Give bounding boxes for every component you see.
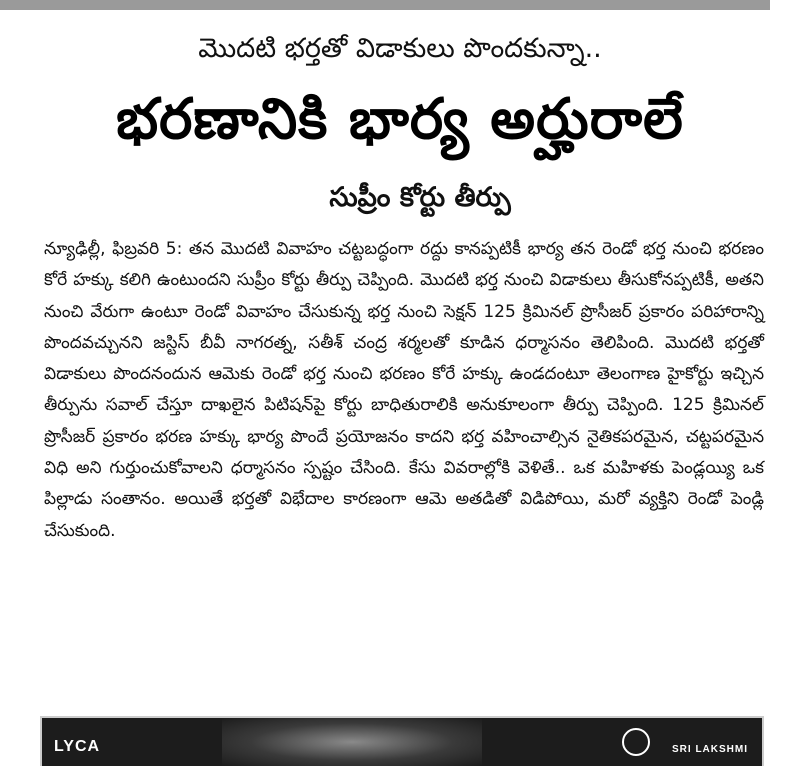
ad-right-logo: SRI LAKSHMI [672,744,748,755]
advertisement-banner [40,716,764,766]
kicker-line: మొదటి భర్తతో విడాకులు పొందకున్నా.. [198,33,602,64]
ad-emblem-icon [622,728,650,756]
article-body: న్యూఢిల్లీ, ఫిబ్రవరి 5: తన మొదటి వివాహం చట్టబద్ధంగా రద్దు కానప్పటికీ భార్య తన రెండో భర్త నుంచి భరణం కోరే హక్కు కలిగి ఉంటుందని సుప్రీం కోర్టు తీర్పు చెప్పింది. మొదటి భర్త నుంచి విడాకులు తీసుకోనప్పటికీ, అతని నుంచి వేరుగా ఉంటూ రెండో వివాహం చేసుకున్న భర్త నుంచి సెక్షన్ 125 క్రిమినల్ ప్రొసీజర్ ప్రకారం పరిహారాన్ని పొందవచ్చునని జస్టిస్ బీవీ నాగరత్న, సతీశ్ చంద్ర శర్మలతో కూడిన ధర్మాసనం తెలిపింది. మొదటి భర్తతో విడాకులు పొందనందున ఆమెకు రెండో భర్త నుంచి భరణం కోరే హక్కు ఉండదంటూ తెలంగాణ హైకోర్టు ఇచ్చిన తీర్పును సవాల్ చేస్తూ దాఖలైన పిటిషన్‌పై కోర్టు బాధితురాలికి అనుకూలంగా తీర్పు చెప్పింది. 125 క్రిమినల్ ప్రొసీజర్ ప్రకారం భరణ హక్కు భార్య పొందే ప్రయోజనం కాదని భర్త వహించాల్సిన నైతికపరమైన, చట్టపరమైన విధి అని గుర్తుంచుకోవాలని ధర్మాసనం స్పష్టం చేసింది. కేసు వివరాల్లోకి వెళితే.. ఒక మహిళకు పెండ్లయ్యి ఒక పిల్లాడు సంతానం. అయితే భర్తతో విభేదాల కారణంగా ఆమె అతడితో విడిపోయి, మరో వ్యక్తిని రెండో పెండ్లి చేసుకుంది. [44,239,764,541]
subheadline: సుప్రీం కోర్టు తీర్పు [329,182,511,213]
top-rule [0,0,770,10]
headline: భరణానికి భార్య అర్హురాలే [116,87,684,152]
ad-left-logo: LYCA [54,738,101,755]
ad-image [222,718,482,766]
